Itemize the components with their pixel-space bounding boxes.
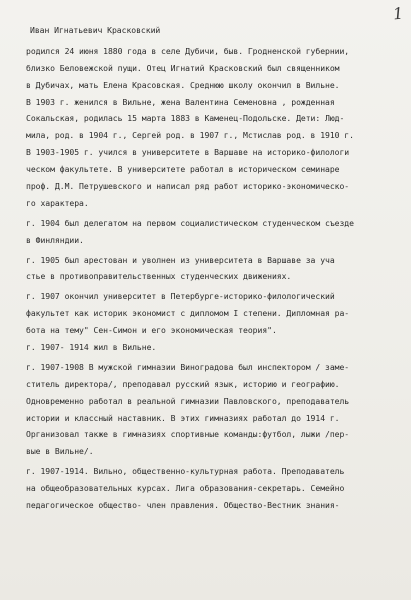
text-line: близко Беловежской пущи. Отец Игнатий Красковский был священником (26, 62, 340, 73)
text-line: стье в противоправительственных студенческих движениях. (26, 271, 292, 282)
text-line: г. 1904 был делегатом на первом социалистическом студенческом съезде (26, 217, 354, 228)
text-line: В 1903-1905 г. учился в университете в Варшаве на историко-филологи (26, 147, 350, 158)
page-number: 1 (391, 3, 404, 24)
text-line: ститель директора/, преподавал русский язык, историю и географию. (26, 378, 340, 389)
document-title: Иван Игнатьевич Красковский (30, 25, 161, 35)
text-line: в Дубичах, мать Елена Красовская. Среднюю школу окончил в Вильне. (26, 79, 340, 90)
text-line: В 1903 г. женился в Вильне, жена Валентина Семеновна , рожденная (26, 96, 335, 107)
text-line: в Финляндии. (26, 234, 84, 245)
text-line: го характера. (26, 197, 89, 208)
text-line: г. 1907- 1914 жил в Вильне. (26, 342, 157, 353)
biography-text (26, 22, 406, 514)
text-line: Организовал также в гимназиях спортивные команды:футбол, лыжи /пер- (26, 429, 350, 440)
text-line: г. 1907 окончил университет в Петербурге-историко-филологический (26, 291, 335, 302)
text-line: бота на тему" Сен-Симон и его экономическая теория". (26, 325, 277, 336)
text-line: г. 1907-1914. Вильно, общественно-культурная работа. Преподаватель (26, 466, 345, 477)
text-line: Одновременно работал в реальной гимназии Павловского, преподаватель (26, 395, 350, 406)
text-line: г. 1905 был арестован и уволнен из университета в Варшаве за уча (26, 254, 335, 265)
text-line: истории и классный наставник. В этих гимназиях работал до 1914 г. (26, 412, 340, 423)
text-line: мила, род. в 1904 г., Сергей род. в 1907 г., Мстислав род. в 1910 г. (26, 130, 354, 141)
text-line: на общеобразовательных курсах. Лига образования-секретарь. Семейно (26, 483, 345, 494)
text-line: ческом факультете. В университете работал в историческом семинаре (26, 164, 340, 175)
text-line: родился 24 июня 1880 года в селе Дубичи, быв. Гродненской губернии, (26, 45, 350, 56)
text-line: проф. Д.М. Петрушевского и написал ряд работ историко-экономическо- (26, 181, 350, 192)
text-line: г. 1907-1908 В мужской гимназии Виноградова был инспектором / заме- (26, 361, 350, 372)
text-line: Сокальская, родилась 15 марта 1883 в Каменец-Подольске. Дети: Люд- (26, 113, 345, 124)
text-line: вые в Вильне/. (26, 446, 94, 457)
text-line: педагогическое общество- член правления. Общество-Вестник знания- (26, 500, 340, 511)
text-line: факультет как историк экономист с дипломом I степени. Дипломная ра- (26, 308, 350, 319)
